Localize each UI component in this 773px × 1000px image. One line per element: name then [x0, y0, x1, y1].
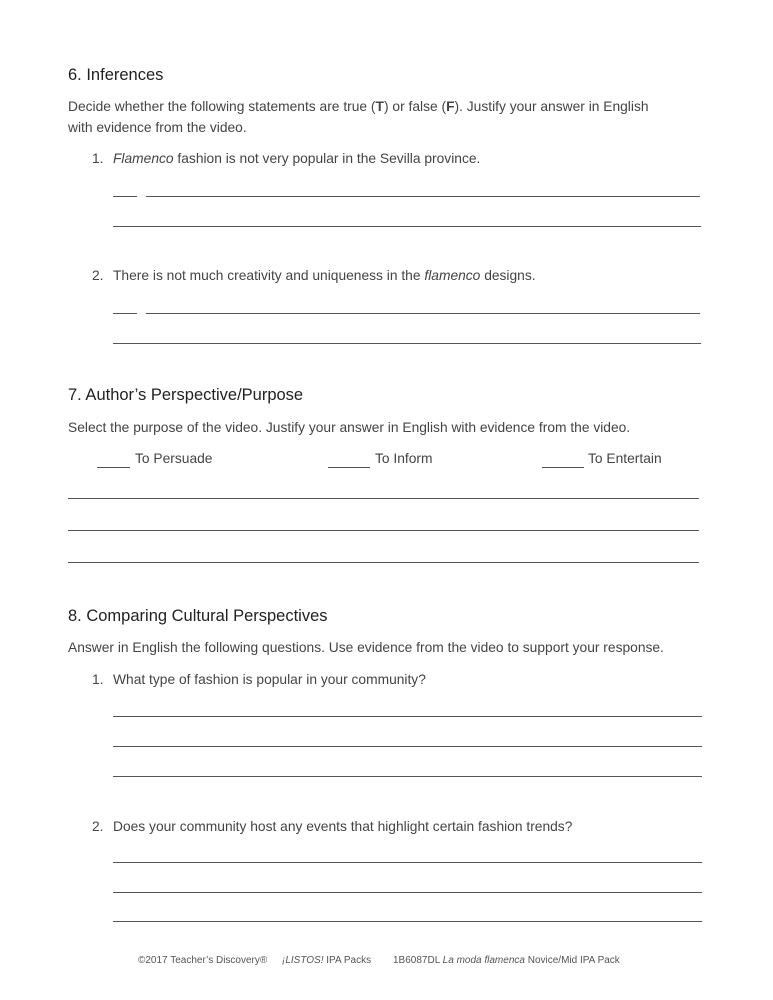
section-7-heading: 7. Author’s Perspective/Purpose [68, 386, 304, 404]
section-7-instructions: Select the purpose of the video. Justify your answer in English with evidence from the video. [68, 420, 631, 435]
question-2: Does your community host any events that highlight certain fashion trends? [113, 819, 573, 834]
instr-text: Decide whether the following statements are true ( [68, 99, 376, 114]
italic-text: flamenco [424, 268, 481, 283]
item-number: 2. [92, 819, 104, 834]
product-level: Novice/Mid IPA Pack [524, 955, 620, 966]
option-persuade: To Persuade [135, 451, 213, 466]
instr-text: ). Justify your answer in English [454, 99, 649, 114]
justification-line[interactable] [146, 313, 700, 314]
answer-line[interactable] [113, 746, 702, 747]
statement-2 [113, 268, 536, 283]
series-text: IPA Packs [323, 955, 372, 966]
statement-text: designs. [480, 268, 536, 283]
footer-product [393, 955, 620, 966]
tf-answer-blank[interactable] [113, 196, 137, 197]
inform-blank[interactable] [328, 467, 370, 468]
justification-line[interactable] [113, 343, 701, 344]
statement-text: fashion is not very popular in the Sevilla province. [173, 151, 481, 166]
answer-line[interactable] [113, 776, 702, 777]
persuade-blank[interactable] [97, 467, 130, 468]
answer-line[interactable] [113, 892, 702, 893]
justification-line[interactable] [113, 226, 701, 227]
entertain-blank[interactable] [542, 467, 584, 468]
tf-answer-blank[interactable] [113, 313, 137, 314]
statement-1 [113, 151, 480, 166]
justification-line[interactable] [68, 498, 699, 499]
product-code: 1B6087DL [393, 955, 443, 966]
justification-line[interactable] [146, 196, 700, 197]
item-number: 2. [92, 268, 104, 283]
series-name: ¡LISTOS! [282, 955, 324, 966]
statement-text: There is not much creativity and uniqueness in the [113, 268, 425, 283]
option-inform: To Inform [375, 451, 433, 466]
justification-line[interactable] [68, 530, 699, 531]
justification-line[interactable] [68, 562, 699, 563]
false-letter: F [446, 99, 455, 114]
answer-line[interactable] [113, 862, 702, 863]
footer-copyright: ©2017 Teacher’s Discovery® [138, 955, 268, 966]
section-6-heading: 6. Inferences [68, 66, 164, 84]
instr-text: ) or false ( [383, 99, 447, 114]
section-8-instructions: Answer in English the following questions. Use evidence from the video to support your response. [68, 640, 664, 655]
footer-series [282, 955, 371, 966]
italic-text: Flamenco [113, 151, 174, 166]
answer-line[interactable] [113, 716, 702, 717]
product-title: La moda flamenca [442, 955, 525, 966]
item-number: 1. [92, 151, 104, 166]
answer-line[interactable] [113, 921, 702, 922]
section-8-heading: 8. Comparing Cultural Perspectives [68, 607, 328, 625]
section-6-instructions [68, 99, 649, 114]
section-6-instructions-line2: with evidence from the video. [68, 120, 247, 135]
question-1: What type of fashion is popular in your community? [113, 672, 426, 687]
option-entertain: To Entertain [588, 451, 662, 466]
item-number: 1. [92, 672, 104, 687]
true-letter: T [375, 99, 384, 114]
